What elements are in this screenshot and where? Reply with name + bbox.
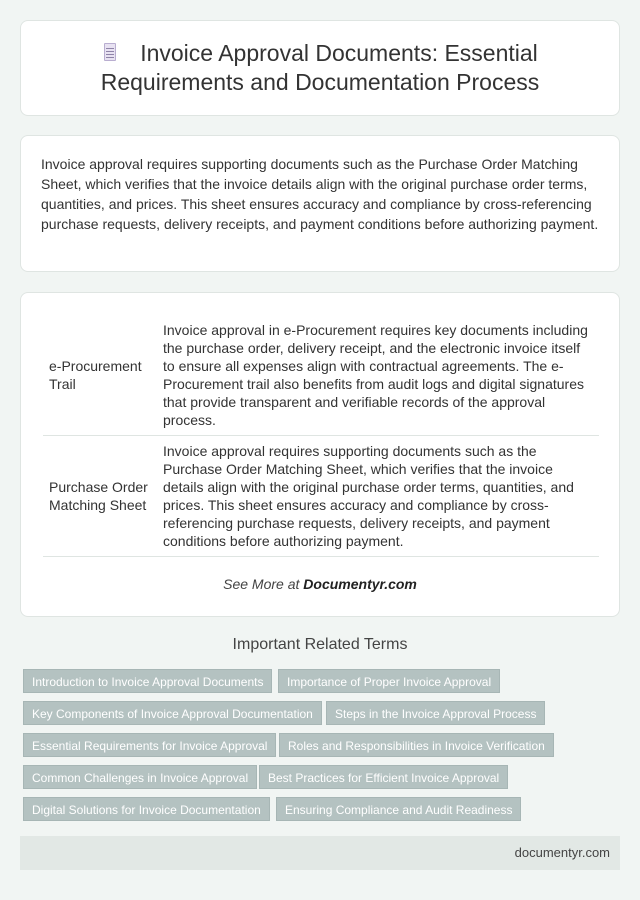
title-card <box>20 20 620 116</box>
related-tag[interactable]: Roles and Responsibilities in Invoice Verification <box>279 733 554 757</box>
related-tag[interactable]: Digital Solutions for Invoice Documentation <box>23 797 270 821</box>
related-tag[interactable]: Importance of Proper Invoice Approval <box>278 669 500 693</box>
see-more-prefix: See More at <box>223 576 304 592</box>
related-tag[interactable]: Best Practices for Efficient Invoice Approval <box>259 765 508 789</box>
page-title <box>45 39 595 97</box>
table-row <box>43 436 599 557</box>
documents-table <box>43 315 599 557</box>
related-tag[interactable]: Introduction to Invoice Approval Documents <box>23 669 272 693</box>
intro-card <box>20 135 620 272</box>
intro-text: Invoice approval requires supporting documents such as the Purchase Order Matching Sheet, which verifies that the invoice details align with the original purchase order terms, quantities, and prices. This sheet ensures accuracy and compliance by cross-referencing purchase requests, delivery receipts, and payment conditions before authorizing payment. <box>41 156 599 232</box>
term-cell: e-Procurement Trail <box>43 315 157 436</box>
related-tag[interactable]: Common Challenges in Invoice Approval <box>23 765 257 789</box>
description-cell: Invoice approval requires supporting documents such as the Purchase Order Matching Sheet, which verifies that the invoice details align with the original purchase order terms, quantities, and prices. This sheet ensures accuracy and compliance by cross-referencing purchase requests, delivery receipts, and payment conditions before authorizing payment. <box>157 436 599 557</box>
related-tag[interactable]: Steps in the Invoice Approval Process <box>326 701 545 725</box>
description-cell: Invoice approval in e-Procurement requires key documents including the purchase order, delivery receipt, and the electronic invoice itself to ensure all expenses align with contractual agreements. The e-Procurement trail also benefits from audit logs and digital signatures that provide transparent and verifiable records of the approval process. <box>157 315 599 436</box>
footer-link[interactable]: documentyr.com <box>514 845 610 860</box>
related-tag[interactable]: Ensuring Compliance and Audit Readiness <box>276 797 521 821</box>
related-tag[interactable]: Essential Requirements for Invoice Approval <box>23 733 276 757</box>
related-terms-title: Important Related Terms <box>232 636 408 653</box>
footer <box>20 836 620 870</box>
see-more-link[interactable] <box>21 576 619 592</box>
related-tag[interactable]: Key Components of Invoice Approval Documentation <box>23 701 322 725</box>
document-icon <box>102 43 118 63</box>
page-title-text: Invoice Approval Documents: Essential Requirements and Documentation Process <box>100 40 540 95</box>
see-more-site[interactable]: Documentyr.com <box>303 576 417 592</box>
term-cell: Purchase Order Matching Sheet <box>43 436 157 557</box>
documents-table-card <box>20 292 620 617</box>
table-row <box>43 315 599 436</box>
